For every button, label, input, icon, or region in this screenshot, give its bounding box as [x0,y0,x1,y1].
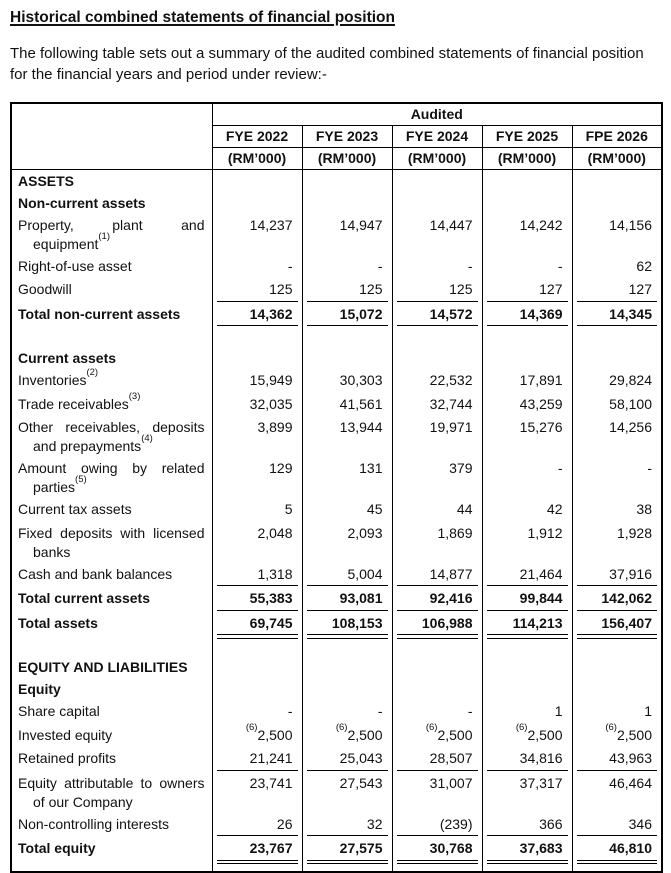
table-row [11,303,662,328]
value-cell: 93,081 [302,588,392,613]
value-cell: 43,259 [482,393,572,417]
value-cell: 125 [392,279,482,304]
value-cell: 106,988 [392,612,482,637]
value-cell: 22,532 [392,370,482,394]
row-label: Right-of-use asset [11,255,212,279]
value-cell: $^{(6)}$2,500 [302,724,392,748]
column-header-fye-2024: FYE 2024 [392,126,482,148]
spacer-cell [482,637,572,657]
value-cell: 14,345 [572,303,662,328]
value-cell: 17,891 [482,370,572,394]
value-cell: 21,464 [482,563,572,588]
table-row [11,348,662,370]
value-cell: 125 [302,279,392,304]
unit-label: (RM’000) [392,148,482,170]
column-header-fye-2022: FYE 2022 [212,126,302,148]
value-cell: - [302,255,392,279]
table-row [11,772,662,813]
value-cell: 23,741 [212,772,302,813]
value-cell: 1,869 [392,522,482,563]
row-label: Equity attributable to owners of our Company [11,772,212,813]
value-cell: $^{(6)}$2,500 [212,724,302,748]
value-cell: 38 [572,499,662,523]
value-cell: 129 [212,458,302,499]
value-cell: 366 [482,813,572,838]
table-row [11,192,662,214]
value-cell: 379 [392,458,482,499]
unit-label: (RM’000) [302,148,392,170]
spacer-cell [302,637,392,657]
row-label: ASSETS [11,170,212,193]
row-label: Total equity [11,838,212,863]
value-cell: 58,100 [572,393,662,417]
value-cell: 37,916 [572,563,662,588]
row-label: Current assets [11,348,212,370]
value-cell [482,679,572,701]
value-cell: - [212,701,302,725]
value-cell: - [482,458,572,499]
row-label: Retained profits [11,748,212,773]
column-header-fye-2025: FYE 2025 [482,126,572,148]
value-cell: 5 [212,499,302,523]
table-row [11,701,662,725]
spacer-cell [11,328,212,348]
value-cell: 108,153 [302,612,392,637]
value-cell [302,192,392,214]
value-cell: 92,416 [392,588,482,613]
spacer-cell [212,637,302,657]
footnote-marker: (1) [98,230,111,242]
value-cell [212,192,302,214]
value-cell: 30,768 [392,838,482,863]
spacer-cell [11,637,212,657]
value-cell [482,192,572,214]
value-cell: 14,156 [572,214,662,255]
value-cell: 28,507 [392,748,482,773]
table-row [11,522,662,563]
row-label: Share capital [11,701,212,725]
value-cell [392,679,482,701]
footnote-marker: (4) [141,433,153,445]
value-cell: $^{(6)}$2,500 [392,724,482,748]
value-cell: 45 [302,499,392,523]
value-cell: 15,276 [482,417,572,458]
value-cell: 14,877 [392,563,482,588]
audited-header: Audited [212,103,662,126]
value-cell: 21,241 [212,748,302,773]
value-cell: 69,745 [212,612,302,637]
value-cell: 25,043 [302,748,392,773]
value-cell: 14,572 [392,303,482,328]
row-label: Total non-current assets [11,303,212,328]
row-label: Fixed deposits with licensed banks [11,522,212,563]
row-label: Total current assets [11,588,212,613]
spacer-cell [11,862,212,872]
value-cell: 31,007 [392,772,482,813]
value-cell [392,170,482,193]
value-cell: 14,369 [482,303,572,328]
row-label: Amount owing by related parties$^{(5)}$ [11,458,212,499]
table-row [11,279,662,304]
table-row [11,499,662,523]
value-cell [302,170,392,193]
value-cell: 2,048 [212,522,302,563]
value-cell: 46,810 [572,838,662,863]
table-body [11,170,662,873]
value-cell [482,348,572,370]
value-cell: 42 [482,499,572,523]
row-label: Property, plant and equipment$^{(1)}$ [11,214,212,255]
value-cell: 156,407 [572,612,662,637]
value-cell: 14,947 [302,214,392,255]
table-row [11,724,662,748]
value-cell: 127 [572,279,662,304]
footnote-marker: (5) [75,474,87,486]
value-cell: 1 [572,701,662,725]
spacer-cell [302,328,392,348]
value-cell: 27,543 [302,772,392,813]
row-label: Current tax assets [11,499,212,523]
value-cell: 131 [302,458,392,499]
table-row [11,657,662,679]
value-cell [392,348,482,370]
value-cell: 37,317 [482,772,572,813]
value-cell: 62 [572,255,662,279]
value-cell [572,348,662,370]
table-row [11,612,662,637]
row-label: EQUITY AND LIABILITIES [11,657,212,679]
value-cell [302,348,392,370]
row-label: Trade receivables$^{(3)}$ [11,393,212,417]
spacer-row [11,637,662,657]
spacer-cell [482,328,572,348]
value-cell [302,657,392,679]
value-cell: 3,899 [212,417,302,458]
value-cell: 19,971 [392,417,482,458]
spacer-row [11,328,662,348]
table-row [11,393,662,417]
value-cell: 32,744 [392,393,482,417]
value-cell: 15,072 [302,303,392,328]
value-cell: 37,683 [482,838,572,863]
value-cell [392,192,482,214]
value-cell: 32 [302,813,392,838]
table-row [11,679,662,701]
value-cell: 1,912 [482,522,572,563]
value-cell: 34,816 [482,748,572,773]
value-cell: - [572,458,662,499]
value-cell: 1 [482,701,572,725]
value-cell [572,657,662,679]
value-cell: - [302,701,392,725]
row-label: Inventories$^{(2)}$ [11,370,212,394]
row-label: Total assets [11,612,212,637]
table-row [11,170,662,193]
value-cell [482,170,572,193]
table-row [11,255,662,279]
table-row [11,370,662,394]
column-header-fpe-2026: FPE 2026 [572,126,662,148]
value-cell: 26 [212,813,302,838]
table-row [11,748,662,773]
footnote-marker: (6) [335,721,348,733]
value-cell: $^{(6)}$2,500 [572,724,662,748]
value-cell: 5,004 [302,563,392,588]
value-cell: - [482,255,572,279]
value-cell: (239) [392,813,482,838]
financial-position-table [10,102,663,873]
row-label: Non-controlling interests [11,813,212,838]
spacer-cell [572,637,662,657]
footnote-marker: (2) [86,367,99,379]
table-row [11,563,662,588]
page-title: Historical combined statements of financial position [10,9,395,26]
audited-header-row [11,103,662,126]
value-cell: 2,093 [302,522,392,563]
value-cell: 46,464 [572,772,662,813]
value-cell: - [392,255,482,279]
value-cell: 125 [212,279,302,304]
spacer-cell [212,328,302,348]
value-cell: $^{(6)}$2,500 [482,724,572,748]
value-cell: 43,963 [572,748,662,773]
value-cell: 14,447 [392,214,482,255]
value-cell: 55,383 [212,588,302,613]
value-cell: 127 [482,279,572,304]
corner-cell [11,103,212,170]
unit-label: (RM’000) [572,148,662,170]
value-cell [212,170,302,193]
value-cell [212,657,302,679]
value-cell: 15,949 [212,370,302,394]
footnote-marker: (6) [605,721,617,733]
value-cell: 114,213 [482,612,572,637]
value-cell: 44 [392,499,482,523]
value-cell [302,679,392,701]
value-cell: 346 [572,813,662,838]
table-row [11,588,662,613]
table-header [11,103,662,170]
value-cell: - [392,701,482,725]
value-cell [572,679,662,701]
row-label: Invested equity [11,724,212,748]
footnote-marker: (6) [515,721,528,733]
row-label: Cash and bank balances [11,563,212,588]
value-cell [392,657,482,679]
row-label: Non-current assets [11,192,212,214]
spacer-cell [572,328,662,348]
value-cell: 14,242 [482,214,572,255]
table-row [11,838,662,863]
value-cell: 41,561 [302,393,392,417]
footnote-marker: (6) [245,721,258,733]
intro-text: The following table sets out a summary of the audited combined statements of financial position for the financial years and period under review:- [10,45,644,83]
column-header-fye-2023: FYE 2023 [302,126,392,148]
value-cell: 30,303 [302,370,392,394]
value-cell [212,679,302,701]
value-cell [482,657,572,679]
value-cell: 23,767 [212,838,302,863]
table-row [11,813,662,838]
footnote-marker: (3) [128,390,141,402]
table-row [11,214,662,255]
value-cell: 142,062 [572,588,662,613]
value-cell: 14,237 [212,214,302,255]
value-cell: 29,824 [572,370,662,394]
table-row [11,417,662,458]
value-cell: - [212,255,302,279]
row-label: Other receivables, deposits and prepayments$^{(4)}$ [11,417,212,458]
value-cell [572,170,662,193]
value-cell: 99,844 [482,588,572,613]
row-label: Goodwill [11,279,212,304]
value-cell: 27,575 [302,838,392,863]
spacer-cell [392,637,482,657]
value-cell: 13,944 [302,417,392,458]
row-label: Equity [11,679,212,701]
spacer-cell [392,328,482,348]
value-cell: 1,318 [212,563,302,588]
value-cell [572,192,662,214]
value-cell: 14,362 [212,303,302,328]
value-cell: 14,256 [572,417,662,458]
unit-label: (RM’000) [212,148,302,170]
unit-label: (RM’000) [482,148,572,170]
footnote-marker: (6) [425,721,438,733]
value-cell: 1,928 [572,522,662,563]
value-cell: 32,035 [212,393,302,417]
table-row [11,458,662,499]
value-cell [212,348,302,370]
